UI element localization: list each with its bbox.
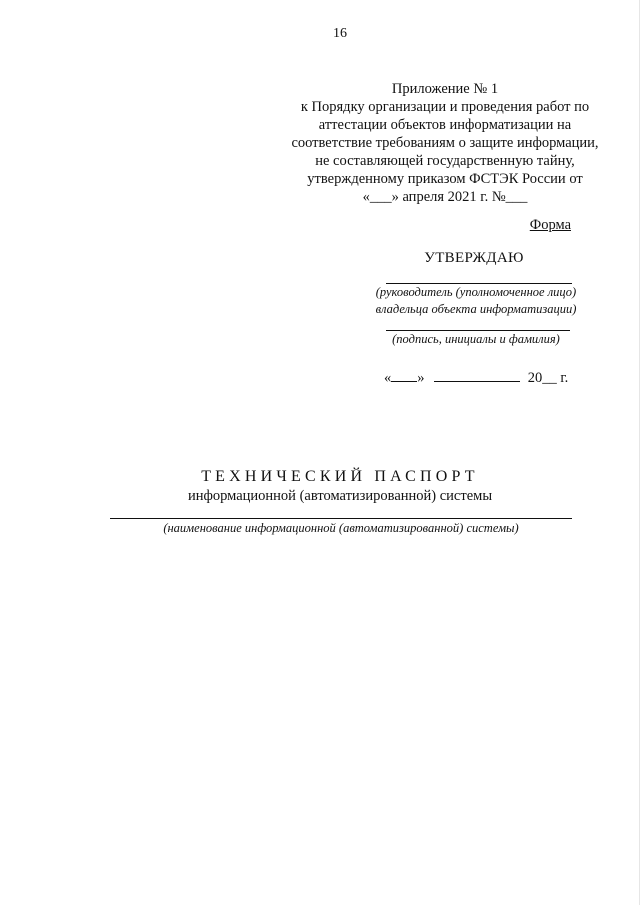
appendix-header (270, 80, 620, 206)
head-caption-line: владельца объекта информатизации) (375, 302, 577, 316)
document-title: ТЕХНИЧЕСКИЙ ПАСПОРТ (201, 468, 479, 485)
appendix-line: аттестации объектов информатизации на (318, 117, 572, 133)
appendix-line: утвержденному приказом ФСТЭК России от (307, 171, 583, 187)
page-number: 16 (333, 26, 347, 41)
system-name-line (110, 518, 572, 519)
date-year: 20__ г. (527, 370, 569, 386)
date-close-quote: » (417, 370, 425, 386)
head-caption-line: (руководитель (уполномоченное лицо) (375, 285, 577, 299)
appendix-line: соответствие требованиям о защите информации, (291, 135, 599, 151)
document-subtitle: информационной (автоматизированной) системы (187, 488, 493, 504)
day-blank (391, 367, 417, 382)
date-open-quote: « (384, 370, 392, 386)
approval-heading: УТВЕРЖДАЮ (424, 250, 524, 266)
form-label: Форма (529, 217, 571, 233)
appendix-line: не составляющей государственную тайну, (315, 153, 575, 169)
appendix-line: Приложение № 1 (391, 81, 499, 97)
appendix-line: к Порядку организации и проведения работ по (300, 99, 590, 115)
signature-caption: (подпись, инициалы и фамилия) (392, 332, 560, 346)
head-caption (362, 284, 590, 318)
system-name-caption: (наименование информационной (автоматизированной) системы) (163, 521, 519, 535)
month-blank (434, 367, 520, 382)
approval-date (384, 367, 568, 387)
appendix-line: «___» апреля 2021 г. №___ (362, 189, 528, 205)
